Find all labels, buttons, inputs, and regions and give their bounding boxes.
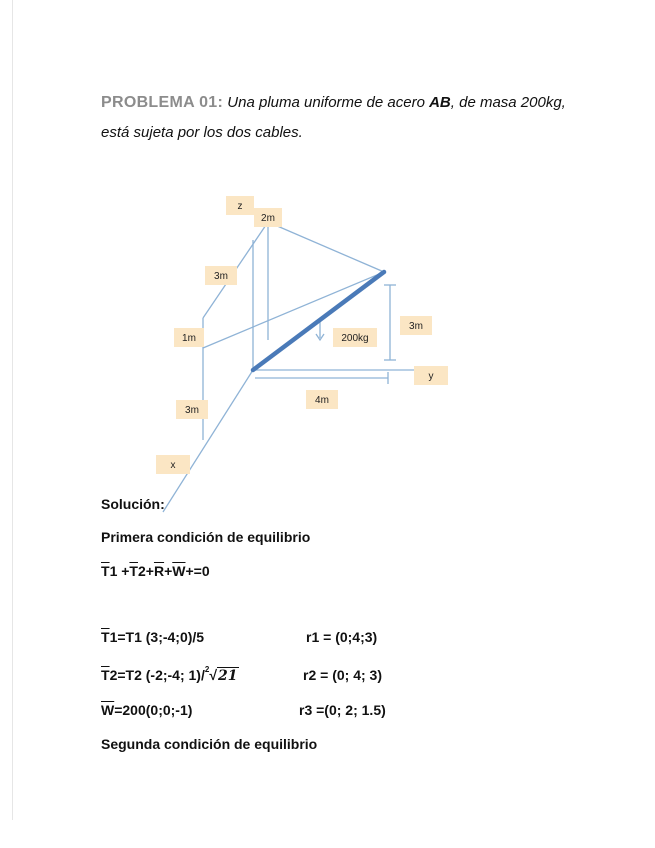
1m-label: 1m — [182, 333, 196, 344]
t2-symbol: $\overline{T}$ — [101, 667, 110, 683]
x-axis — [163, 370, 253, 512]
boom-ab — [253, 272, 384, 370]
problem-text-c: está sujeta por los dos cables. — [101, 124, 303, 141]
200kg-label: 200kg — [341, 333, 369, 344]
t1-vector: $\overline{T}$ — [101, 563, 110, 579]
eq-part-1: 1 + — [109, 563, 130, 579]
problem-text-a: Una pluma uniforme de acero — [223, 94, 430, 111]
r2-position: r2 = (0; 4; 3) — [303, 667, 382, 683]
r1-position: r1 = (0;4;3) — [306, 629, 378, 645]
r-vector: $\overline{R}$ — [153, 563, 165, 579]
t1-symbol: $\overline{T}$ — [101, 629, 110, 645]
r3-position: r3 =(0; 2; 1.5) — [299, 702, 386, 718]
t2-definition — [101, 667, 239, 684]
eq-part-2: 2+ — [137, 563, 154, 579]
solution-title: Solución: — [101, 496, 165, 512]
w-symbol: $\overline{W}$ — [101, 702, 115, 718]
eq-part-4: +=0 — [185, 563, 210, 579]
3m-top-label: 3m — [214, 271, 228, 282]
w-definition — [101, 702, 192, 718]
root-index: 2 — [204, 665, 210, 675]
t1-expression: 1=T1 (3;-4;0)/5 — [109, 629, 205, 645]
t2-vector: $\overline{T}$ — [129, 563, 138, 579]
cable-2 — [268, 222, 384, 272]
first-condition-title: Primera condición de equilibrio — [101, 529, 311, 545]
3m-right-label: 3m — [409, 321, 423, 332]
x-label: x — [170, 460, 176, 471]
radicand: 21 — [218, 668, 238, 684]
t1-definition — [101, 629, 204, 645]
4m-label: 4m — [315, 395, 329, 406]
eq-part-3: + — [164, 563, 173, 579]
problem-text-bold: AB — [429, 94, 451, 111]
w-expression: =200(0;0;-1) — [114, 702, 193, 718]
cube-root-21: $^2$√21 — [204, 665, 238, 684]
t2-expression: 2=T2 (-2;-4; 1)/ — [109, 667, 205, 683]
equilibrium-equation — [101, 563, 210, 579]
problem-text-b: , de masa 200kg, — [450, 94, 566, 111]
second-condition-title: Segunda condición de equilibrio — [101, 736, 318, 752]
z-label: z — [237, 201, 243, 212]
w-vector: $\overline{W}$ — [172, 563, 186, 579]
3m-left-label: 3m — [185, 405, 199, 416]
y-label: y — [428, 371, 434, 382]
problem-label: PROBLEMA 01: — [101, 94, 224, 111]
2m-label: 2m — [261, 213, 275, 224]
